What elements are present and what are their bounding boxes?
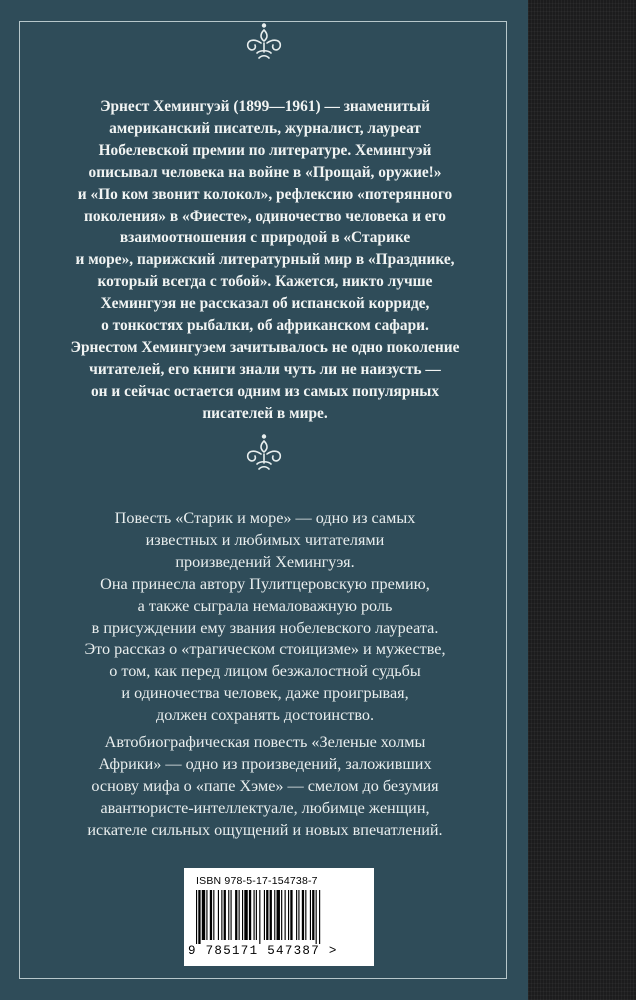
bio-line: и «По ком звонит колокол», рефлексию «потерянного — [77, 185, 453, 203]
desc-line: и одиночества человек, даже проигрывая, — [121, 684, 409, 703]
middle-ornament-icon — [238, 433, 290, 473]
barcode-bars — [196, 890, 362, 944]
bio-line: Эрнест Хемингуэй (1899—1961) — знаменитый — [100, 98, 430, 115]
bio-line: он и сейчас остается одним из самых популярных — [90, 382, 440, 400]
bio-line: который всегда с тобой». Кажется, никто лучше — [97, 273, 433, 291]
bio-line: Хемингуэя не рассказал об испанской корриде, — [100, 295, 430, 313]
barcode-digits: 9 785171 547387 > — [188, 944, 338, 958]
top-ornament-icon — [238, 22, 290, 62]
bio-line: описывал человека на войне в «Прощай, оружие!» — [88, 163, 442, 181]
desc-line: известных и любимых читателями — [145, 530, 385, 549]
isbn-barcode — [184, 868, 374, 966]
desc-line: о том, как перед лицом безжалостной судьбы — [109, 662, 421, 681]
desc-line: основу мифа о «папе Хэме» — смелом до безумия — [91, 776, 439, 795]
bio-line: читателей, его книги знали чуть ли не наизусть — — [89, 360, 441, 378]
story-description — [50, 508, 480, 727]
book-spine-edge — [528, 0, 636, 1000]
bio-line: и море», парижский литературный мир в «Празднике, — [75, 251, 455, 269]
author-biography — [70, 96, 460, 425]
second-story-description — [50, 732, 480, 842]
bio-line: Эрнестом Хемингуэем зачитывалось не одно поколение — [70, 338, 460, 356]
desc-line: Это рассказ о «трагическом стоицизме» и мужестве, — [84, 640, 446, 659]
desc-line: авантюристе-интеллектуале, любимце женщин, — [100, 798, 430, 817]
bio-line: американский писатель, журналист, лауреат — [109, 119, 421, 137]
bio-line: поколения» в «Фиесте», одиночество человека и его — [84, 207, 446, 225]
bio-line: взаимоотношения с природой в «Старике — [119, 229, 411, 247]
desc-line: Автобиографическая повесть «Зеленые холмы — [104, 733, 426, 751]
bio-line: о тонкостях рыбалки, об африканском сафари. — [101, 317, 429, 335]
desc-line: должен сохранять достоинство. — [155, 706, 375, 725]
desc-line: Она принесла автору Пулитцеровскую премию, — [100, 574, 430, 593]
desc-line: Африки» — одно из произведений, заложивших — [98, 754, 432, 773]
isbn-label: ISBN 978-5-17-154738-7 — [196, 875, 318, 887]
desc-line: произведений Хемингуэя. — [175, 552, 355, 571]
desc-line: искателе сильных ощущений и новых впечатлений. — [87, 820, 443, 839]
desc-line: а также сыграла немаловажную роль — [137, 596, 393, 615]
bio-line: писателей в мире. — [202, 404, 328, 422]
desc-line: Повесть «Старик и море» — одно из самых — [114, 509, 416, 527]
desc-line: в присуждении ему звания нобелевского лауреата. — [91, 618, 439, 637]
bio-line: Нобелевской премии по литературе. Хемингуэй — [98, 141, 432, 159]
